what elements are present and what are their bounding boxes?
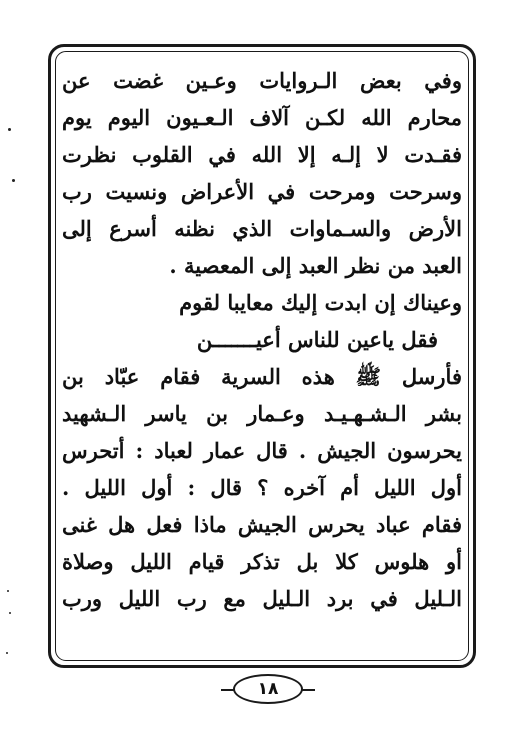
poem-verse-2: فقل ياعين للناس أعيـــــــن (196, 327, 438, 352)
text-line: وفي بعض الـروايات وعـين غضت عن (62, 68, 462, 93)
text-line: الـليل في برد الـليل مع رب الليل ورب (62, 586, 462, 611)
scan-speck (8, 128, 11, 131)
text-line: أو هلوس كلا بل تذكر قيام الليل وصلاة (62, 549, 462, 574)
scan-speck (6, 652, 8, 654)
scan-speck (12, 179, 15, 182)
text-line: فأرسل ﷺ هذه السرية فقام عبّاد بن (62, 364, 462, 389)
text-line: يحرسون الجيش . قال عمار لعباد : أتحرس (62, 438, 462, 463)
text-line: الأرض والسـماوات الذي نظنه أسرع إلى (62, 216, 462, 241)
text-line: العبد من نظر العبد إلى المعصية . (169, 253, 462, 278)
scan-speck (9, 612, 11, 614)
poem-verse-1: وعيناك إن ابدت إليك معايبا لقوم (179, 290, 462, 315)
text-line: أول الليل أم آخره ؟ قال : أول الليل . (62, 475, 462, 500)
text-line: وسرحت ومرحت في الأعراض ونسيت رب (62, 179, 462, 204)
scan-speck (7, 590, 9, 592)
page-number: ١٨ (233, 674, 303, 704)
text-line: بشر الـشـهـيـد وعـمار بن ياسر الـشهيد (62, 401, 462, 426)
page-body-text (62, 62, 462, 660)
text-line: فقام عباد يحرس الجيش ماذا فعل هل غنى (62, 512, 462, 537)
text-line: فقـدت لا إلـه إلا الله في القلوب نظرت (62, 142, 462, 167)
text-line: محارم الله لكـن آلاف الـعـيون اليوم يوم (62, 105, 462, 130)
